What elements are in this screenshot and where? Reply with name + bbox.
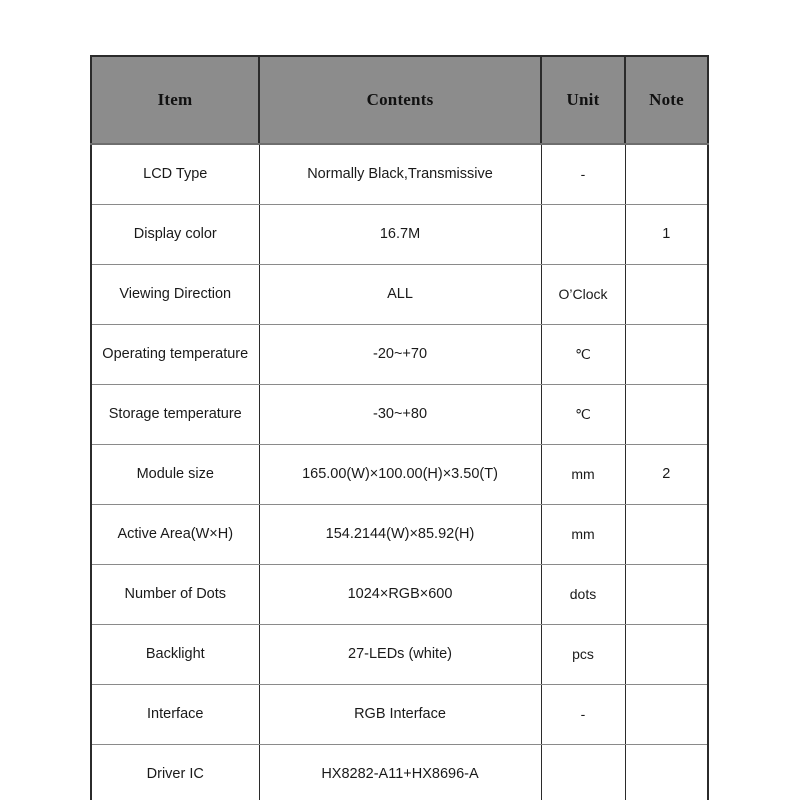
table-row — [91, 445, 708, 505]
cell-note — [625, 144, 708, 205]
table-row — [91, 505, 708, 565]
table-row — [91, 144, 708, 205]
cell-contents: 1024×RGB×600 — [259, 565, 541, 625]
cell-unit: - — [541, 685, 625, 745]
cell-item: Viewing Direction — [91, 265, 259, 325]
cell-contents: 154.2144(W)×85.92(H) — [259, 505, 541, 565]
table-row — [91, 325, 708, 385]
table-row — [91, 685, 708, 745]
cell-item: Active Area(W×H) — [91, 505, 259, 565]
cell-note — [625, 385, 708, 445]
specification-table-container — [90, 55, 707, 800]
cell-note — [625, 565, 708, 625]
cell-unit: ℃ — [541, 385, 625, 445]
specification-table — [90, 55, 709, 800]
cell-item: LCD Type — [91, 144, 259, 205]
cell-unit — [541, 745, 625, 800]
cell-contents: HX8282-A11+HX8696-A — [259, 745, 541, 800]
cell-unit — [541, 205, 625, 265]
table-row — [91, 385, 708, 445]
column-header-contents: Contents — [259, 56, 541, 144]
table-header — [91, 56, 708, 144]
cell-unit: mm — [541, 505, 625, 565]
table-row — [91, 745, 708, 800]
cell-contents: -20~+70 — [259, 325, 541, 385]
table-body — [91, 144, 708, 800]
cell-unit: dots — [541, 565, 625, 625]
column-header-note: Note — [625, 56, 708, 144]
cell-note — [625, 265, 708, 325]
cell-note: 2 — [625, 445, 708, 505]
column-header-item: Item — [91, 56, 259, 144]
cell-unit: - — [541, 144, 625, 205]
cell-unit: O’Clock — [541, 265, 625, 325]
cell-contents: -30~+80 — [259, 385, 541, 445]
cell-contents: 27-LEDs (white) — [259, 625, 541, 685]
cell-item: Operating temperature — [91, 325, 259, 385]
cell-item: Module size — [91, 445, 259, 505]
cell-contents: 16.7M — [259, 205, 541, 265]
cell-note — [625, 325, 708, 385]
cell-unit: pcs — [541, 625, 625, 685]
cell-note — [625, 625, 708, 685]
cell-note — [625, 685, 708, 745]
cell-item: Driver IC — [91, 745, 259, 800]
cell-note: 1 — [625, 205, 708, 265]
cell-contents: Normally Black,Transmissive — [259, 144, 541, 205]
table-row — [91, 205, 708, 265]
cell-item: Number of Dots — [91, 565, 259, 625]
cell-contents: RGB Interface — [259, 685, 541, 745]
header-row — [91, 56, 708, 144]
table-row — [91, 265, 708, 325]
cell-note — [625, 745, 708, 800]
cell-contents: ALL — [259, 265, 541, 325]
cell-note — [625, 505, 708, 565]
table-row — [91, 565, 708, 625]
cell-unit: ℃ — [541, 325, 625, 385]
cell-unit: mm — [541, 445, 625, 505]
cell-item: Backlight — [91, 625, 259, 685]
cell-item: Interface — [91, 685, 259, 745]
cell-contents: 165.00(W)×100.00(H)×3.50(T) — [259, 445, 541, 505]
table-row — [91, 625, 708, 685]
cell-item: Display color — [91, 205, 259, 265]
column-header-unit: Unit — [541, 56, 625, 144]
cell-item: Storage temperature — [91, 385, 259, 445]
